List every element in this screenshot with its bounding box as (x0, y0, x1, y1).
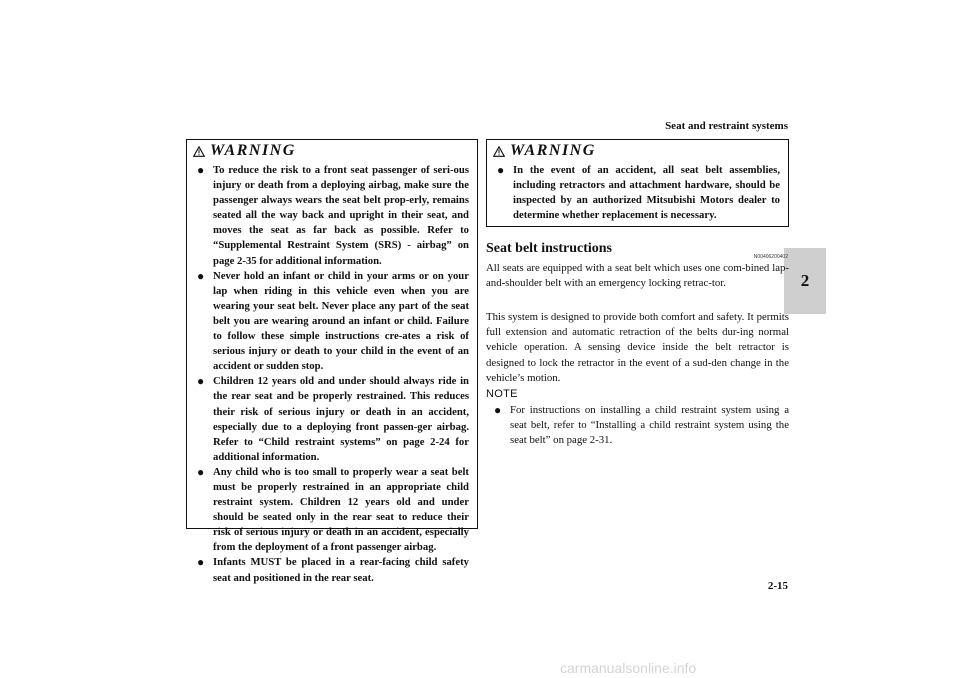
body-paragraph: This system is designed to provide both comfort and safety. It permits full extension and automatic retraction of the belts dur-ing normal vehicle operation. A sensing device inside the belt retractor is designed to lock the retractor in the event of a sud-den change in the vehicle’s motion. (486, 311, 789, 384)
page-header: Seat and restraint systems (665, 120, 788, 132)
warning-item: ● To reduce the risk to a front seat passenger of seri-ous injury or death from a deploying airbag, make sure the passenger always wears the seat belt prop-erly, remains seated all the way back and upright in their seat, and moves the seat as far back as possible. Refer to “Supplemental Restraint System (SRS) - airbag” on page 2-35 for additional information. (197, 163, 469, 269)
warning-item: ● In the event of an accident, all seat belt assemblies, including retractors and attachment hardware, should be inspected by an authorized Mitsubishi Motors dealer to determine whether replacement is necessary. (497, 163, 780, 223)
warning-box-right (486, 139, 789, 227)
note-item: ● For instructions on installing a child restraint system using a seat belt, refer to “Installing a child restraint system using the seat belt” on page 2-31. (494, 403, 789, 449)
warning-title: WARNING (510, 142, 596, 159)
section-code: N00406200402 (753, 254, 788, 260)
warning-heading (493, 141, 596, 161)
warning-item: ● Any child who is too small to properly wear a seat belt must be properly restrained in an appropriate child restraint system. Children 12 years old and under should be seated only in the rear seat to reduce their risk of serious injury or death in an accident, especially from the deployment of a front passenger airbag. (197, 465, 469, 556)
warning-item: ● Infants MUST be placed in a rear-facing child safety seat and positioned in the rear seat. (197, 555, 469, 585)
warning-list (197, 163, 469, 586)
chapter-tab: 2 (784, 248, 826, 314)
warning-title: WARNING (210, 142, 296, 159)
warning-list (497, 163, 780, 223)
section-title: Seat belt instructions (486, 241, 612, 256)
note-list (494, 403, 789, 449)
watermark: carmanualsonline.info (560, 660, 697, 676)
warning-box-left (186, 139, 478, 584)
note-label: NOTE (486, 388, 518, 400)
warning-triangle-icon (193, 146, 205, 157)
warning-heading (193, 141, 296, 161)
warning-item: ● Never hold an infant or child in your arms or on your lap when riding in this vehicle even when you are wearing your seat belt. Never place any part of the seat belt you are wearing around an infant or child. Failure to follow these simple instructions cre-ates a risk of serious injury or death to your child in the event of an accident or sudden stop. (197, 269, 469, 375)
body-paragraph: All seats are equipped with a seat belt which uses one com-bined lap-and-shoulder belt with an emergency locking retrac-tor. (486, 262, 789, 290)
warning-triangle-icon (493, 146, 505, 157)
page-number: 2-15 (767, 580, 788, 592)
warning-item: ● Children 12 years old and under should always ride in the rear seat and be properly restrained. This reduces their risk of serious injury or death in an accident, especially due to a deploying front passen-ger airbag. Refer to “Child restraint systems” on page 2-24 for additional information. (197, 374, 469, 465)
